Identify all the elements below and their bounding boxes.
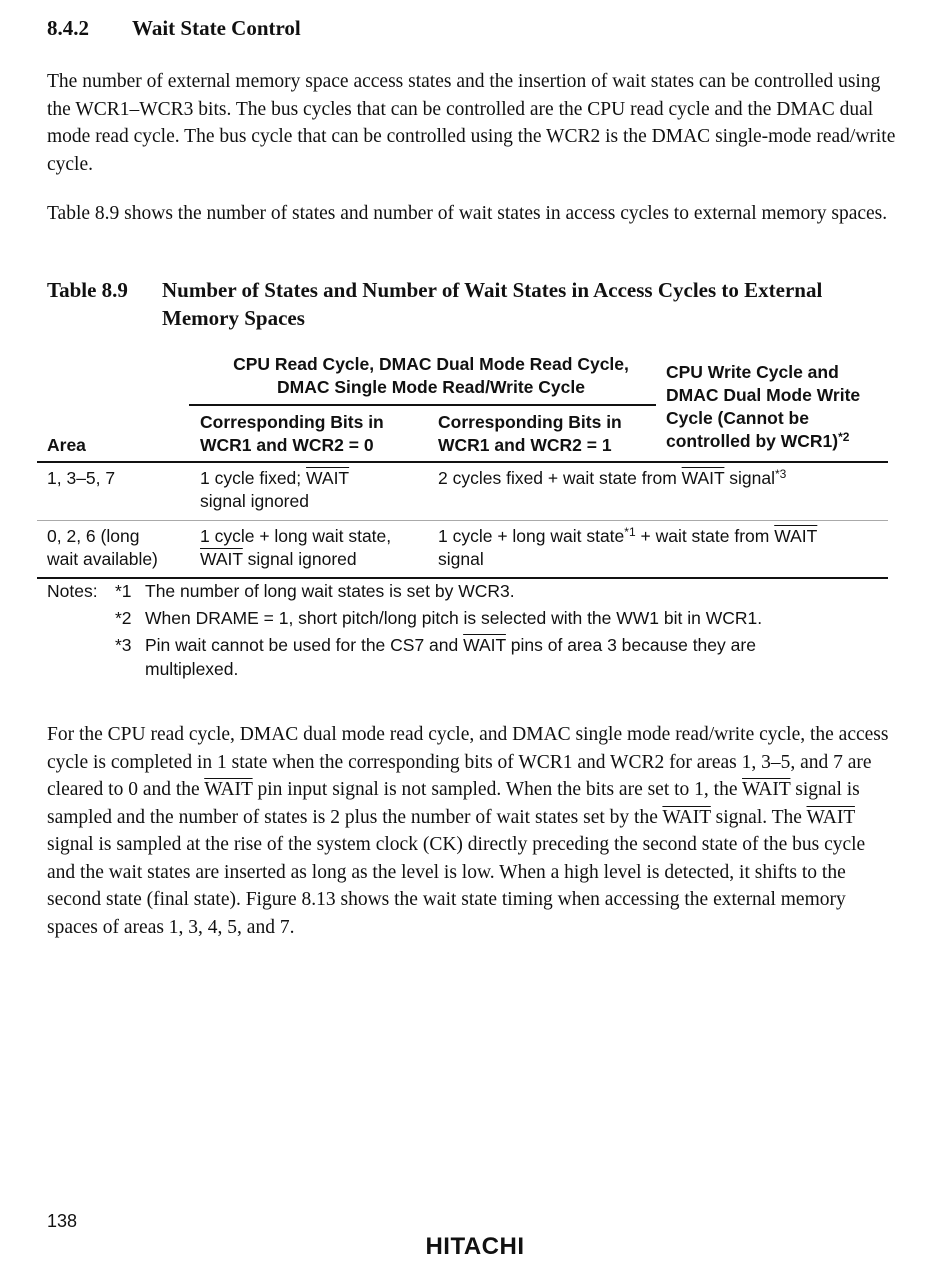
group-underline: [189, 404, 656, 406]
table-label: Table 8.9: [47, 278, 128, 302]
wait-signal-overbar: WAIT: [774, 526, 818, 546]
note-item: *3 Pin wait cannot be used for the CS7 and WAIT pins of area 3 because they are multiplexed.: [115, 635, 756, 679]
row-divider: [37, 520, 888, 521]
notes-label: Notes:: [47, 581, 98, 601]
wait-signal-overbar: WAIT: [742, 779, 791, 800]
section-number: 8.4.2: [47, 16, 89, 40]
wait-signal-overbar: WAIT: [681, 468, 725, 488]
header-rule: [37, 461, 888, 463]
header-group-cpu-read: CPU Read Cycle, DMAC Dual Mode Read Cycle, DMAC Single Mode Read/Write Cycle: [233, 354, 629, 397]
footnote-ref-3: *3: [775, 467, 787, 481]
footnote-ref-1: *1: [624, 525, 636, 539]
row1-bits1: 2 cycles fixed + wait state from WAIT signal$^{*3}$: [438, 467, 787, 488]
header-bits-0: Corresponding Bits in WCR1 and WCR2 = 0: [200, 412, 384, 455]
header-area: Area: [47, 435, 86, 455]
note-item: Notes: *1 The number of long wait states is set by WCR3.: [47, 580, 907, 607]
row2-area: 0, 2, 6 (long wait available): [47, 526, 158, 569]
explanation-paragraph: For the CPU read cycle, DMAC dual mode read cycle, and DMAC single mode read/write cycle, the access cycle is completed in 1 state when the corresponding bits of WCR1 and WCR2 for areas 1, 3–5, and 7 are cleared to 0 and the WAIT pin input signal is not sampled. When the bits are set to 1, the WAIT signal is sampled and the number of states is 2 plus the number of wait states set by the WAIT signal. The WAIT signal is sampled at the rise of the system clock (CK) directly preceding the second state of the bus cycle and the wait states are inserted as long as the level is low. When a high level is detected, it shifts to the second state (final state). Figure 8.13 shows the wait state timing when accessing the external memory spaces of areas 1, 3, 4, 5, and 7.: [47, 724, 889, 938]
hitachi-logo: HITACHI: [425, 1233, 525, 1260]
row2-bits0: 1 cycle + long wait state, WAIT signal ignored: [200, 526, 392, 569]
header-write-cycle: CPU Write Cycle and DMAC Dual Mode Write Cycle (Cannot be controlled by WCR1)$^{*2}$: [666, 362, 861, 451]
row1-bits0: 1 cycle fixed; WAIT signal ignored: [200, 468, 350, 511]
page-number: 138: [47, 1211, 78, 1231]
section-heading: [47, 16, 301, 41]
wait-signal-overbar: WAIT: [200, 549, 243, 569]
row1-area: 1, 3–5, 7: [47, 468, 116, 488]
section-title: Wait State Control: [132, 16, 301, 40]
wait-signal-overbar: WAIT: [306, 468, 350, 488]
table-bottom-rule: [37, 577, 888, 579]
table-notes: [47, 580, 907, 684]
wait-signal-overbar: WAIT: [204, 779, 253, 800]
wait-signal-overbar: WAIT: [806, 806, 855, 828]
wait-signal-overbar: WAIT: [662, 806, 711, 828]
intro-paragraph: The number of external memory space access states and the insertion of wait states can be controlled using the WCR1–WCR3 bits. The bus cycles that can be controlled are the CPU read cycle and the DMAC dual mode read cycle. The bus cycle that can be controlled using the WCR2 is the DMAC single-mode read/write cycle.: [47, 71, 896, 175]
table-reference-paragraph: Table 8.9 shows the number of states and number of wait states in access cycles to external memory spaces.: [47, 203, 888, 224]
header-bits-1: Corresponding Bits in WCR1 and WCR2 = 1: [438, 412, 622, 455]
row2-bits1: 1 cycle + long wait state$^{*1}$ + wait state from WAIT signal: [438, 525, 818, 569]
wait-state-table: [37, 350, 888, 582]
wait-signal-overbar: WAIT: [463, 635, 506, 655]
note-item: *2 When DRAME = 1, short pitch/long pitch is selected with the WW1 bit in WCR1.: [115, 608, 763, 628]
footnote-ref-2: *2: [838, 430, 850, 444]
table-title: Number of States and Number of Wait States in Access Cycles to External Memory Spaces: [162, 278, 823, 330]
